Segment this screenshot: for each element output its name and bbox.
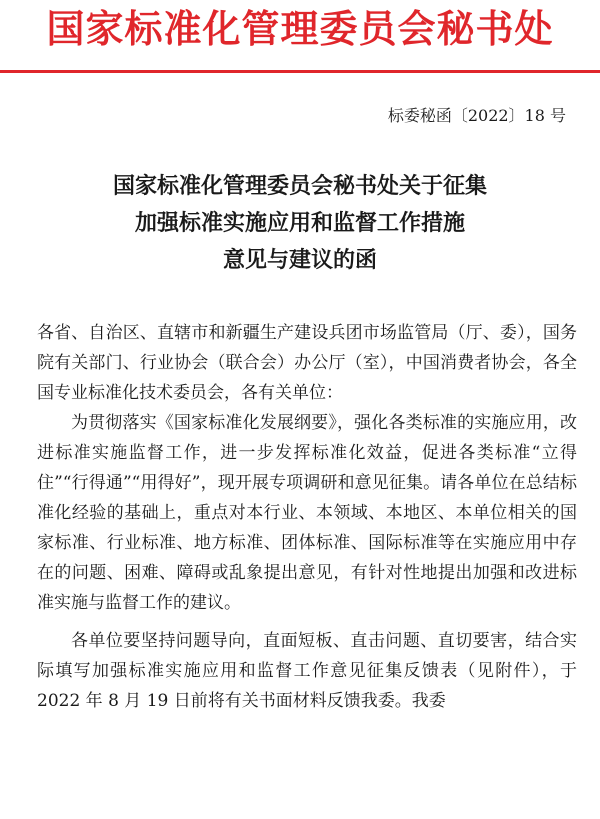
header-divider: [0, 70, 600, 73]
body-paragraph: 为贯彻落实《国家标准化发展纲要》，强化各类标准的实施应用，改进标准实施监督工作，进一步发挥标准化效益，促进各类标准“立得住”“行得通”“用得好”，现开展专项调研和意见征集。请各单位在总结标准化经验的基础上，重点对本行业、本领域、本地区、本单位相关的国家标准、行业标准、地方标准、团体标准、国际标准等在实施应用中存在的问题、困难、障碍或乱象提出意见，有针对性地提出加强和改进标准实施与监督工作的建议。: [37, 413, 577, 613]
letterhead: 国家标准化管理委员会秘书处: [46, 7, 554, 51]
body-paragraph: 各单位要坚持问题导向，直面短板、直击问题、直切要害，结合实际填写加强标准实施应用和监督工作意见征集反馈表（见附件），于 2022 年 8 月 19 日前将有关书面材料反馈我委。我委: [37, 631, 577, 711]
title-line: 意见与建议的函: [222, 248, 377, 273]
salutation: 各省、自治区、直辖市和新疆生产建设兵团市场监管局（厅、委），国务院有关部门、行业协会（联合会）办公厅（室），中国消费者协会，各全国专业标准化技术委员会，各有关单位：: [37, 323, 577, 403]
title-line: 国家标准化管理委员会秘书处关于征集: [112, 174, 487, 199]
document-number: 标委秘函〔2022〕18 号: [387, 106, 566, 125]
title-line: 加强标准实施应用和监督工作措施: [134, 211, 465, 236]
document-title: [30, 168, 570, 279]
document-body: [37, 318, 577, 716]
